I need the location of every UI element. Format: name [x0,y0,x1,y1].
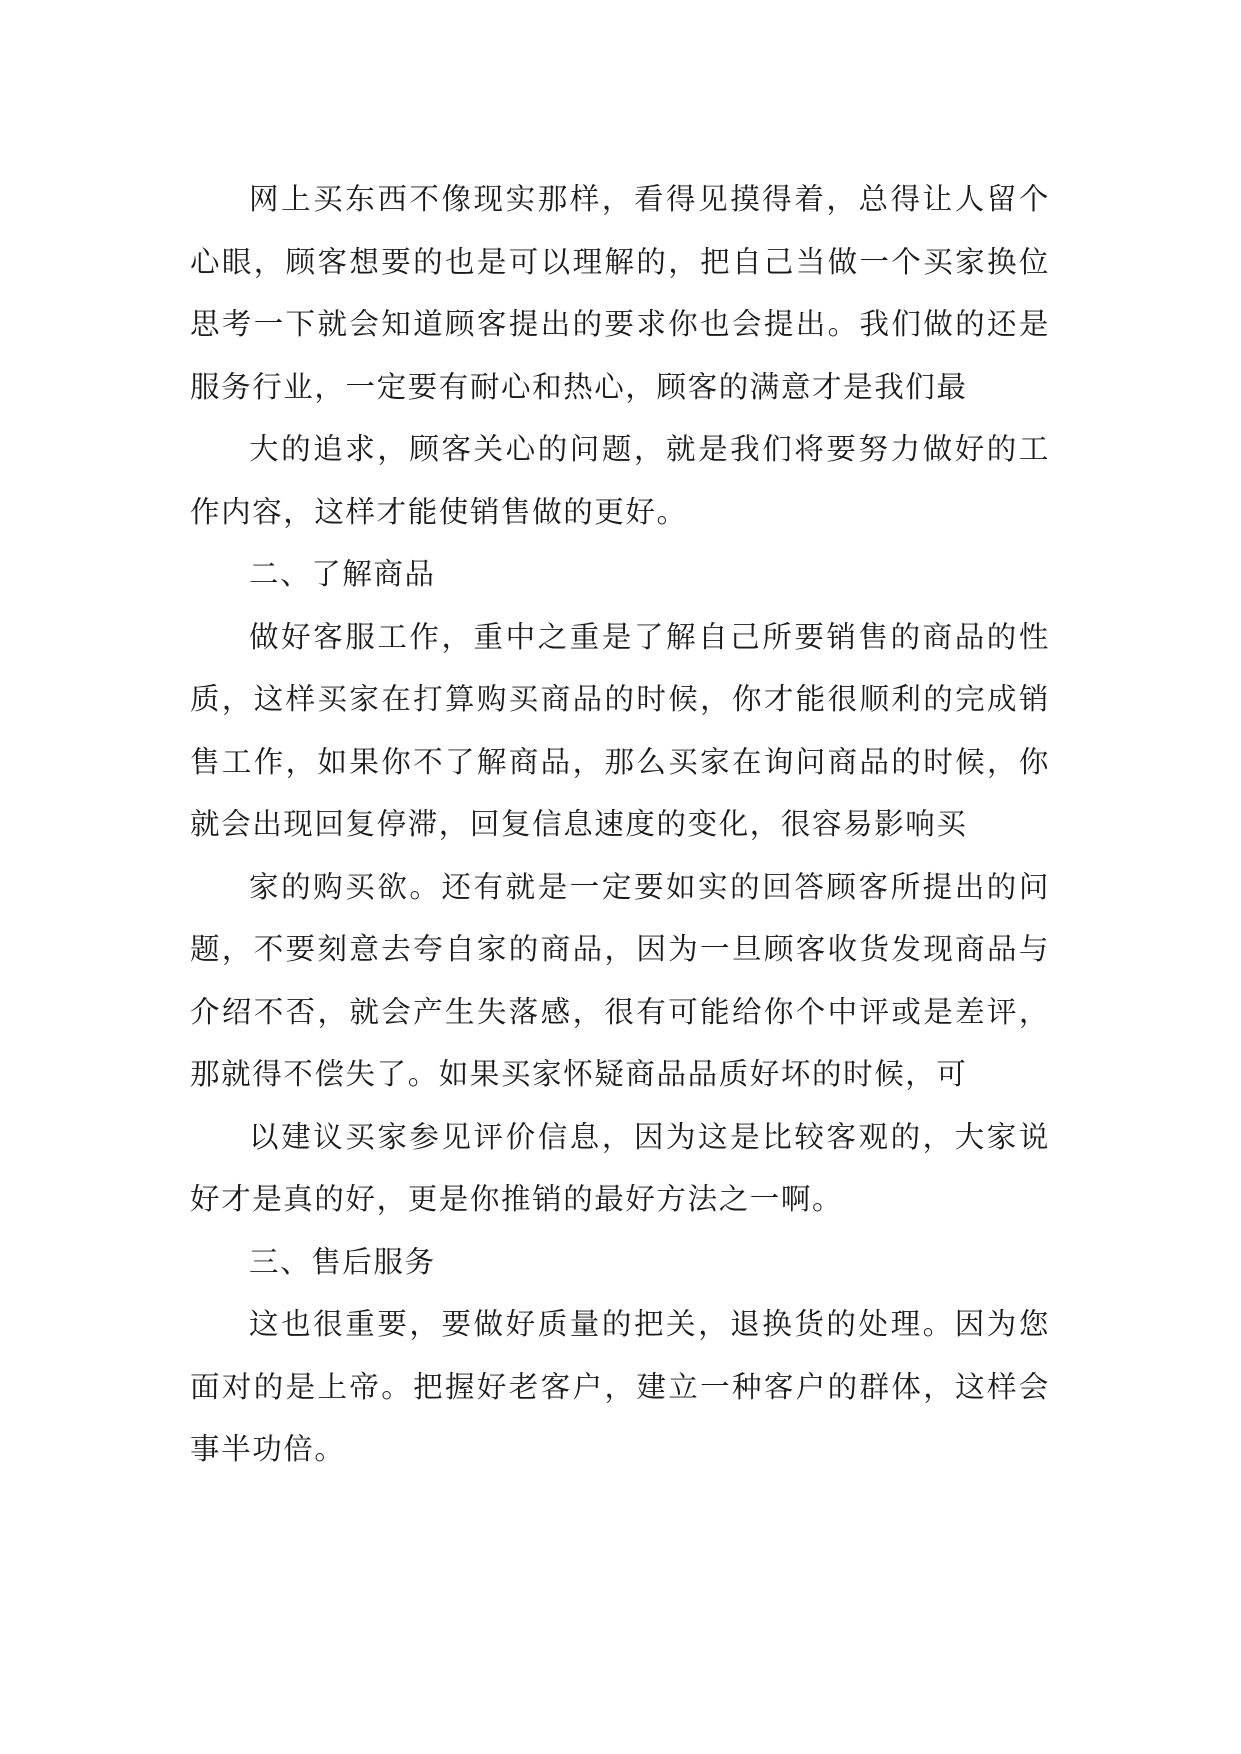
paragraph-reviews-advice: 以建议买家参见评价信息，因为这是比较客观的，大家说好才是真的好，更是你推销的最好方法之一啊。 [190,1119,1050,1216]
paragraph-product-knowledge: 做好客服工作，重中之重是了解自己所要销售的商品的性质，这样买家在打算购买商品的时候，你才能很顺利的完成销售工作，如果你不了解商品，那么买家在询问商品的时候，你就会出现回复停滞，回复信息速度的变化，很容易影响买 [190,619,1050,841]
section-heading-after-sales: 三、售后服务 [249,1244,436,1279]
section-heading-understand-products: 二、了解商品 [249,557,436,591]
document-body [190,168,1050,1481]
paragraph-intro: 网上买东西不像现实那样，看得见摸得着，总得让人留个心眼，顾客想要的也是可以理解的，把自己当做一个买家换位思考一下就会知道顾客提出的要求你也会提出。我们做的还是服务行业，一定要有耐心和热心，顾客的满意才是我们最 [190,182,1050,404]
paragraph-after-sales: 这也很重要，要做好质量的把关，退换货的处理。因为您面对的是上帝。把握好老客户，建立一种客户的群体，这样会事半功倍。 [190,1307,1050,1466]
paragraph-honest-answers: 家的购买欲。还有就是一定要如实的回答顾客所提出的问题，不要刻意去夸自家的商品，因为一旦顾客收货发现商品与介绍不否，就会产生失落感，很有可能给你个中评或是差评，那就得不偿失了。如果买家怀疑商品品质好坏的时候，可 [190,869,1050,1091]
paragraph-intro-continued: 大的追求，顾客关心的问题，就是我们将要努力做好的工作内容，这样才能使销售做的更好。 [190,432,1050,529]
